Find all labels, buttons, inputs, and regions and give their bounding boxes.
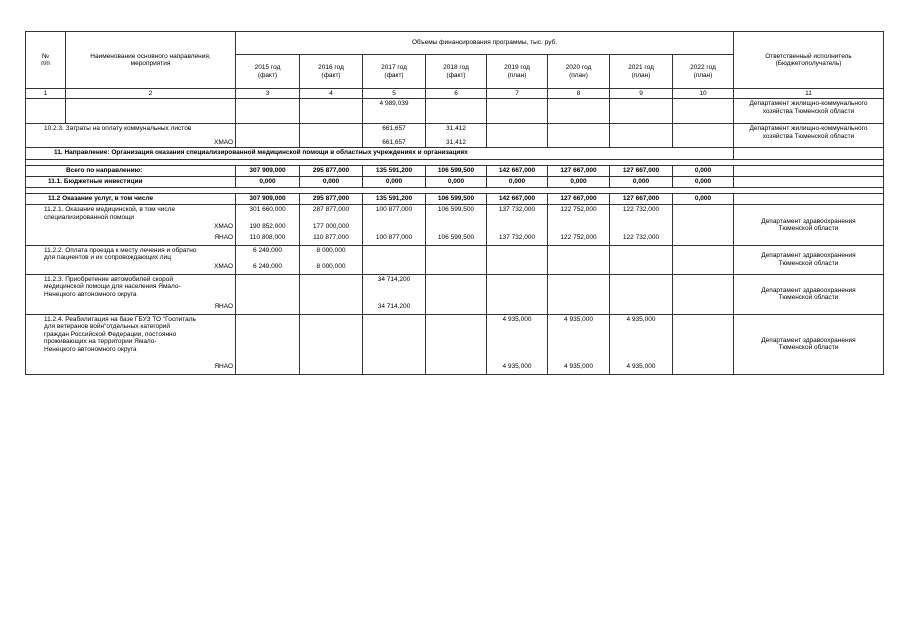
- responsible-cell: Департамент здравоохранения Тюменской области: [734, 314, 884, 374]
- colnum: 6: [426, 89, 487, 99]
- responsible-cell: Департамент здравоохранения Тюменской области: [734, 205, 884, 245]
- year-2018: 2018 год (факт): [426, 55, 487, 89]
- value-cell: 4 935,000: [487, 362, 548, 374]
- value-cell: 137 732,000: [487, 205, 548, 222]
- table-row: [26, 99, 884, 124]
- responsible-cell: Департамент жилищно-коммунального хозяйства Тюменской области: [734, 99, 884, 124]
- value-cell: 177 000,000: [300, 222, 363, 233]
- value-cell: 4 935,000: [548, 362, 610, 374]
- value-cell: 31,412: [426, 134, 487, 148]
- responsible-cell: Департамент здравоохранения Тюменской области: [734, 274, 884, 314]
- colnum: 5: [363, 89, 426, 99]
- value-cell: 135 591,200: [363, 166, 426, 177]
- colnum: 7: [487, 89, 548, 99]
- year-2021: 2021 год (план): [610, 55, 673, 89]
- row-title: 11.2.1. Оказание медицинской, в том числе специализированной помощи: [26, 205, 236, 222]
- value-cell: 106 599,500: [426, 205, 487, 222]
- value-cell: 287 877,000: [300, 205, 363, 222]
- value-cell: 0,000: [673, 166, 734, 177]
- table-row: [26, 124, 884, 134]
- value-cell: 122 752,000: [548, 233, 610, 245]
- value-cell: 122 732,000: [610, 205, 673, 222]
- table-row: [26, 205, 884, 222]
- value-cell: 127 667,000: [548, 166, 610, 177]
- row-title: 10.2.3. Затраты на оплату коммунальных листов: [26, 124, 236, 134]
- region-label: ЯНАО: [26, 362, 236, 374]
- value-cell: 110 877,000: [300, 233, 363, 245]
- column-numbers-row: [26, 89, 884, 99]
- value-cell: 8 000,000: [300, 262, 363, 274]
- value-cell: 4 935,000: [548, 314, 610, 362]
- table-row: [26, 314, 884, 362]
- value-cell: 307 909,000: [236, 194, 300, 205]
- value-cell: 295 877,000: [300, 194, 363, 205]
- value-cell: 100 877,000: [363, 205, 426, 222]
- year-2016: 2016 год (факт): [300, 55, 363, 89]
- value-cell: 142 667,000: [487, 194, 548, 205]
- value-cell: 0,000: [426, 177, 487, 188]
- row-title: 11.1. Бюджетные инвестиции: [26, 177, 236, 188]
- value-cell: 34 714,200: [363, 302, 426, 314]
- value-cell: 661,657: [363, 134, 426, 148]
- responsible-cell: Департамент жилищно-коммунального хозяйства Тюменской области: [734, 124, 884, 148]
- header-volumes: Объемы финансирования программы, тыс. руб.: [236, 32, 734, 55]
- services-row: [26, 194, 884, 205]
- region-label: ЯНАО: [26, 233, 236, 245]
- colnum: 10: [673, 89, 734, 99]
- table-row: [26, 274, 884, 302]
- year-2017: 2017 год (факт): [363, 55, 426, 89]
- value-cell: 301 660,000: [236, 205, 300, 222]
- value-cell: 0,000: [610, 177, 673, 188]
- header-responsible: Ответственный исполнитель (Бюджетополучатель): [734, 32, 884, 89]
- colnum: 3: [236, 89, 300, 99]
- table-row: [26, 245, 884, 262]
- row-title: 11.2.3. Приобретение автомобилей скорой медицинской помощи для населения Ямало- Ненецкого автономного округа: [26, 274, 236, 302]
- value-cell: 190 852,000: [236, 222, 300, 233]
- value-cell: 0,000: [363, 177, 426, 188]
- region-label: ЯНАО: [26, 302, 236, 314]
- value-cell: 106 599,500: [426, 166, 487, 177]
- value-cell: 4 935,000: [487, 314, 548, 362]
- value-cell: 307 909,000: [236, 166, 300, 177]
- value-cell: 106 599,500: [426, 233, 487, 245]
- value-cell: 135 591,200: [363, 194, 426, 205]
- value-cell: 31,412: [426, 124, 487, 134]
- colnum: 2: [66, 89, 236, 99]
- section-row: [26, 148, 884, 160]
- value-cell: 0,000: [487, 177, 548, 188]
- colnum: 1: [26, 89, 66, 99]
- year-2019: 2019 год (план): [487, 55, 548, 89]
- value-cell: 127 667,000: [610, 166, 673, 177]
- year-2015: 2015 год (факт): [236, 55, 300, 89]
- value-cell: 6 249,000: [236, 245, 300, 262]
- value-cell: 0,000: [548, 177, 610, 188]
- value-cell: 106 599,500: [426, 194, 487, 205]
- value-cell: 4 935,000: [610, 314, 673, 362]
- value-cell: 122 752,000: [548, 205, 610, 222]
- row-title: 11.2.2. Оплата проезда к месту лечения и обратно для пациентов и их сопровождающих лиц: [26, 245, 236, 262]
- section-title: 11. Направление: Организация оказания специализированной медицинской помощи в областных учреждениях и организациях: [26, 148, 734, 160]
- header-num: № п/п: [26, 32, 66, 89]
- region-label: ХМАО: [26, 222, 236, 233]
- colnum: 11: [734, 89, 884, 99]
- financing-table: [25, 31, 884, 375]
- value-cell: 0,000: [673, 194, 734, 205]
- colnum: 8: [548, 89, 610, 99]
- responsible-cell: Департамент здравоохранения Тюменской области: [734, 245, 884, 274]
- value-cell: 127 667,000: [610, 194, 673, 205]
- region-label: ХМАО: [26, 134, 236, 148]
- header-row: [26, 32, 884, 55]
- value-cell: 4 989,039: [363, 99, 426, 124]
- value-cell: 0,000: [300, 177, 363, 188]
- total-row: [26, 166, 884, 177]
- row-title: 11.2.4. Реабилитация на базе ГБУЗ ТО "Госпиталь для ветеранов войн"отдельных категорий граждан Российской Федерации, постоянно проживающих на территории Ямало- Ненецкого автономного округа: [26, 314, 236, 362]
- value-cell: 6 249,000: [236, 262, 300, 274]
- value-cell: 137 732,000: [487, 233, 548, 245]
- year-2020: 2020 год (план): [548, 55, 610, 89]
- value-cell: 0,000: [673, 177, 734, 188]
- value-cell: 110 808,000: [236, 233, 300, 245]
- row-title: 11.2 Оказание услуг, в том числе: [26, 194, 236, 205]
- value-cell: 4 935,000: [610, 362, 673, 374]
- colnum: 4: [300, 89, 363, 99]
- value-cell: 8 000,000: [300, 245, 363, 262]
- value-cell: 127 667,000: [548, 194, 610, 205]
- value-cell: 0,000: [236, 177, 300, 188]
- value-cell: 295 877,000: [300, 166, 363, 177]
- colnum: 9: [610, 89, 673, 99]
- value-cell: 122 732,000: [610, 233, 673, 245]
- value-cell: 34 714,200: [363, 274, 426, 302]
- value-cell: 100 877,000: [363, 233, 426, 245]
- row-title: Всего по направлению:: [26, 166, 236, 177]
- value-cell: 142 667,000: [487, 166, 548, 177]
- region-label: ХМАО: [26, 262, 236, 274]
- value-cell: 661,657: [363, 124, 426, 134]
- year-2022: 2022 год (план): [673, 55, 734, 89]
- header-name: Наименование основного направления, мероприятия: [66, 32, 236, 89]
- invest-row: [26, 177, 884, 188]
